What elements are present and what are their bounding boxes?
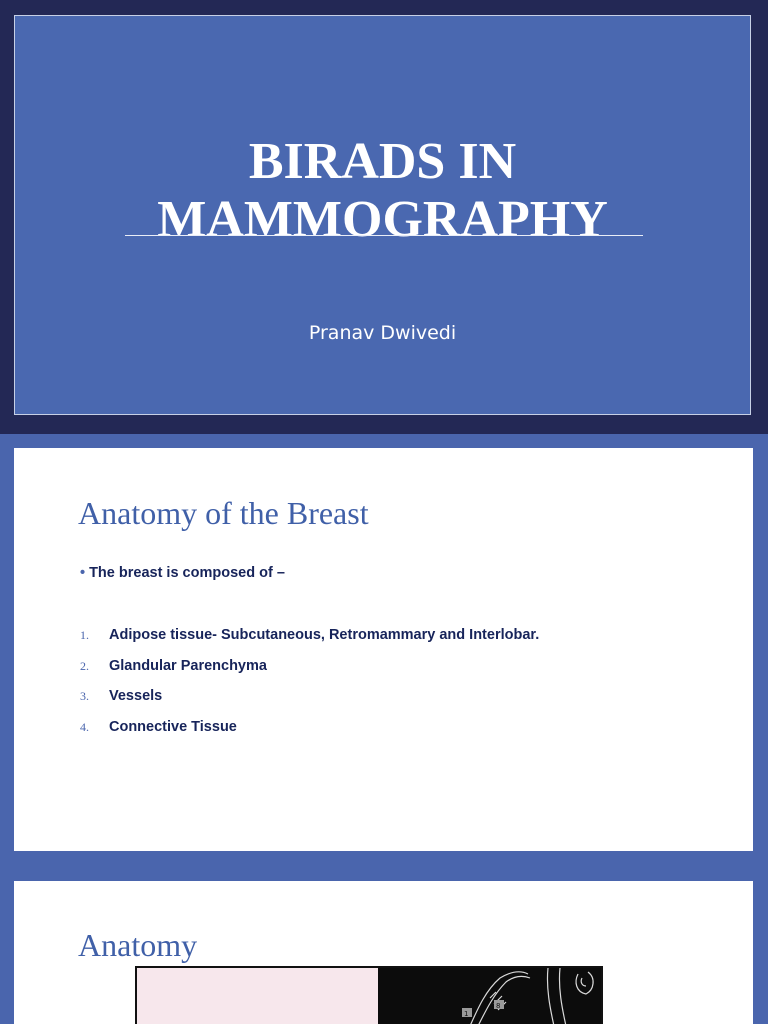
list-item (80, 626, 539, 657)
slide-heading: Anatomy (78, 927, 198, 963)
bullet-icon: • (80, 565, 86, 581)
list-item (80, 718, 539, 749)
presentation-title (15, 133, 750, 249)
anatomy-of-breast-slide[interactable] (14, 448, 753, 851)
list-item-text: Vessels (109, 688, 163, 704)
figure-label-1: 1 (464, 1010, 469, 1018)
list-item-text: Connective Tissue (109, 718, 237, 735)
title-line-2: MAMMOGRAPHY (157, 191, 608, 248)
list-item-text: Glandular Parenchyma (109, 657, 267, 674)
title-line-1: BIRADS IN (248, 133, 517, 190)
slide-heading: Anatomy of the Breast (78, 495, 369, 531)
anatomy-figure (135, 966, 603, 1024)
list-number: 2. (80, 658, 89, 673)
anatomy-sketch (378, 968, 603, 1024)
figure-right-panel (378, 968, 601, 1024)
figure-left-panel (137, 968, 378, 1024)
author-name: Pranav Dwivedi (308, 322, 457, 344)
list-item-text: Adipose tissue- Subcutaneous, Retromammary and Interlobar. (109, 627, 540, 643)
list-number: 1. (80, 628, 89, 642)
anatomy-slide[interactable] (14, 881, 753, 1024)
list-item (80, 657, 539, 688)
figure-label-8: 8 (496, 1002, 501, 1010)
title-underline (125, 235, 643, 236)
bullet-text: The breast is composed of – (89, 565, 285, 581)
bullet-point (80, 565, 285, 581)
numbered-list (80, 626, 539, 748)
list-number: 3. (80, 689, 89, 703)
title-slide[interactable] (14, 15, 751, 415)
list-number: 4. (80, 719, 89, 734)
list-item (80, 687, 539, 718)
